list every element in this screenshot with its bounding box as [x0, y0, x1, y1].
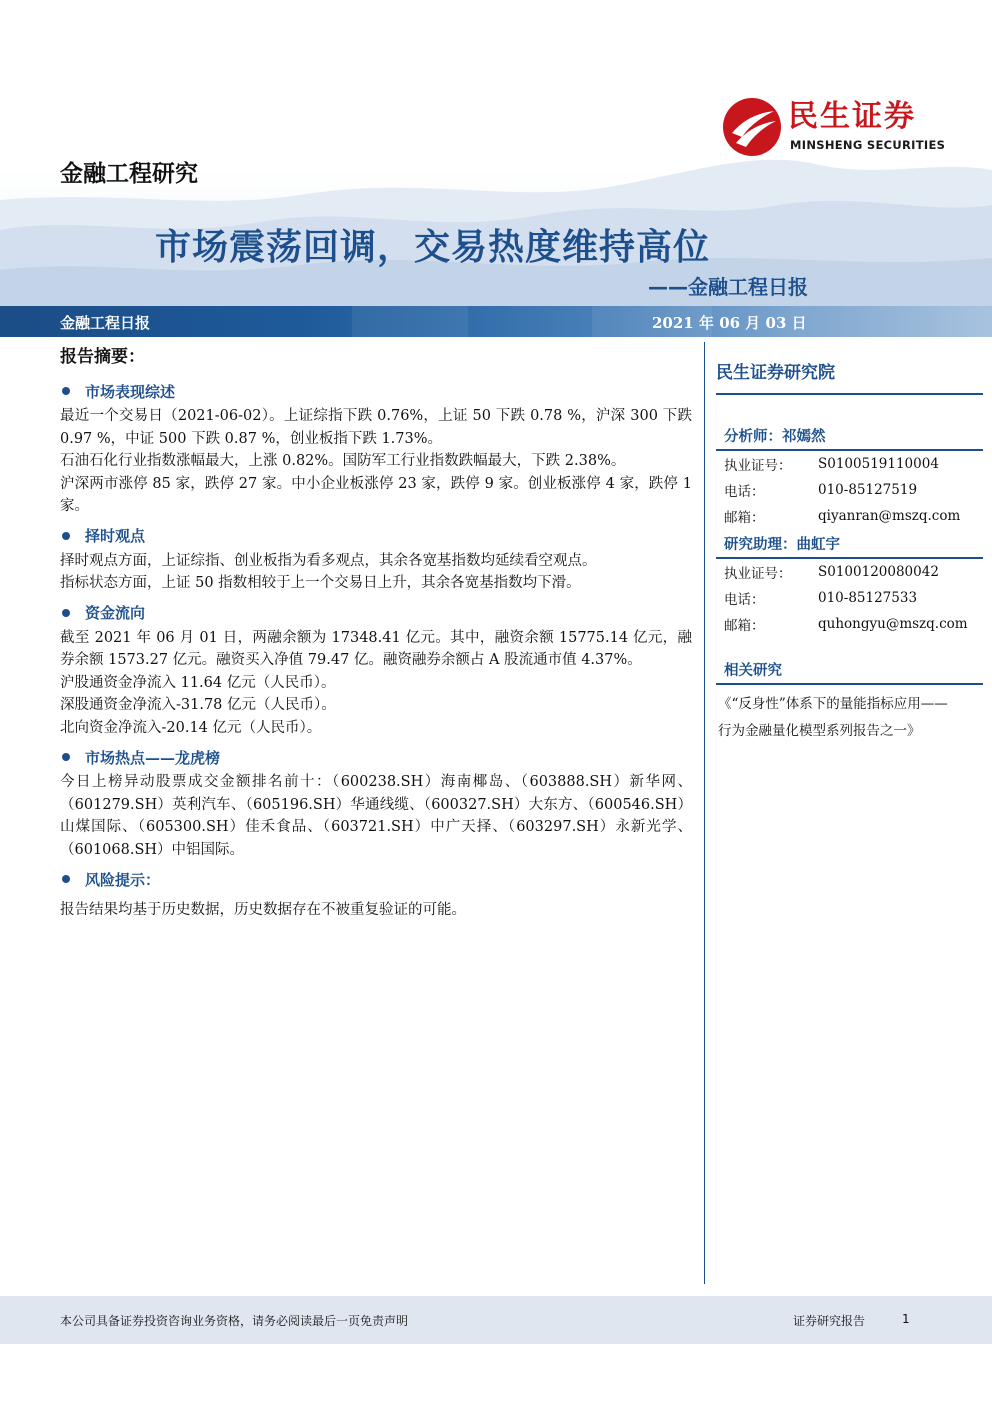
report-info-bar — [0, 306, 992, 337]
report-date: 2021 年 06 月 03 日 — [652, 314, 807, 332]
analyst-block — [716, 425, 983, 529]
paragraph: 石油石化行业指数涨幅最大，上涨 0.82%。国防军工行业指数跌幅最大，下跌 2.38%。 — [60, 453, 626, 469]
bullet-icon — [62, 753, 70, 761]
divider — [716, 393, 983, 395]
brand-logo — [722, 97, 952, 157]
email-link[interactable]: qiyanran@mszq.com — [818, 508, 961, 524]
section-title: 市场表现综述 — [85, 382, 176, 401]
related-heading: 相关研究 — [716, 659, 983, 685]
paragraph: 今日上榜异动股票成交金额排名前十：（600238.SH）海南椰岛、（603888.SH）新华网、（601279.SH）英利汽车、（605196.SH）华通线缆、（600327.SH）大东方、（600546.SH）山煤国际、（605300.SH）佳禾食品、（603721.SH）中广天择、（603297.SH）永新光学、（601068.SH）中铝国际。 — [60, 774, 692, 858]
assistant-heading: 研究助理：曲虹宇 — [716, 533, 983, 559]
section-title: 风险提示： — [85, 870, 161, 889]
section-title: 择时观点 — [85, 527, 146, 545]
section-risk-warning — [60, 865, 692, 922]
info-row: 邮箱： qiyanran@mszq.com — [716, 503, 983, 529]
brand-name-cn: 民生证券 — [788, 99, 916, 134]
report-type: 金融工程日报 — [60, 314, 151, 332]
page-number: 1 — [902, 1312, 910, 1326]
brand-name-en: MINSHENG SECURITIES — [790, 138, 946, 152]
column-divider — [704, 342, 705, 1284]
info-row: 执业证号： S0100519110004 — [724, 456, 939, 474]
paragraph: 沪深两市涨停 85 家，跌停 27 家。中小企业板涨停 23 家，跌停 9 家。创业板涨停 4 家，跌停 1 家。 — [60, 475, 692, 514]
bullet-icon — [62, 609, 70, 617]
email-link[interactable]: quhongyu@mszq.com — [818, 616, 968, 632]
section-timing-view — [60, 522, 692, 595]
paragraph: 最近一个交易日（2021-06-02）。上证综指下跌 0.76%，上证 50 下跌 0.78 %，沪深 300 下跌 0.97 %，中证 500 下跌 0.87 %，创业板指下跌 1.73%。 — [60, 408, 692, 447]
abstract-column — [60, 342, 692, 922]
report-title: 市场震荡回调，交易热度维持高位 — [155, 227, 711, 268]
assistant-block — [716, 533, 983, 637]
info-row: 执业证号： S0100120080042 — [724, 564, 939, 582]
section-title: 资金流向 — [85, 604, 146, 622]
report-subtitle: ——金融工程日报 — [648, 275, 808, 299]
report-header — [0, 0, 992, 306]
report-category: 金融工程研究 — [60, 161, 198, 187]
paragraph: 深股通资金净流入-31.78 亿元（人民币）。 — [60, 697, 336, 713]
bullet-icon — [62, 532, 70, 540]
paragraph: 沪股通资金净流入 11.64 亿元（人民币）。 — [60, 674, 336, 691]
research-institute: 民生证券研究院 — [716, 363, 835, 383]
page-footer — [0, 1296, 992, 1344]
paragraph: 指标状态方面，上证 50 指数相较于上一个交易日上升，其余各宽基指数均下滑。 — [60, 575, 581, 591]
minsheng-logo-icon — [722, 97, 782, 157]
related-report-link[interactable]: 《“反身性”体系下的量能指标应用—— 行为金融量化模型系列报告之一》 — [718, 696, 948, 739]
paragraph: 北向资金净流入-20.14 亿元（人民币）。 — [60, 719, 322, 736]
paragraph: 择时观点方面，上证综指、创业板指为看多观点，其余各宽基指数均延续看空观点。 — [60, 552, 597, 569]
report-kind: 证券研究报告 — [793, 1314, 866, 1328]
paragraph: 报告结果均基于历史数据，历史数据存在不被重复验证的可能。 — [60, 902, 466, 918]
paragraph: 截至 2021 年 06 月 01 日，两融余额为 17348.41 亿元。其中，融资余额 15775.14 亿元，融券余额 1573.27 亿元。融资买入净值 79.47 亿。融资融券余额占 A 股流通市值 4.37%。 — [60, 629, 692, 668]
info-row: 电话： 010-85127533 — [724, 590, 918, 608]
bullet-icon — [62, 387, 70, 395]
abstract-label: 报告摘要： — [60, 347, 145, 367]
section-hot-spots — [60, 743, 692, 861]
sidebar — [716, 342, 983, 745]
bullet-icon — [62, 875, 70, 883]
section-market-overview — [60, 377, 692, 518]
disclaimer-note: 本公司具备证券投资咨询业务资格，请务必阅读最后一页免责声明 — [60, 1314, 409, 1328]
section-title: 市场热点——龙虎榜 — [85, 748, 221, 767]
related-research-block — [716, 659, 983, 745]
analyst-heading: 分析师：祁嫣然 — [716, 425, 983, 451]
section-fund-flow — [60, 599, 692, 740]
info-row: 邮箱： quhongyu@mszq.com — [716, 611, 983, 637]
info-row: 电话： 010-85127519 — [724, 482, 918, 500]
